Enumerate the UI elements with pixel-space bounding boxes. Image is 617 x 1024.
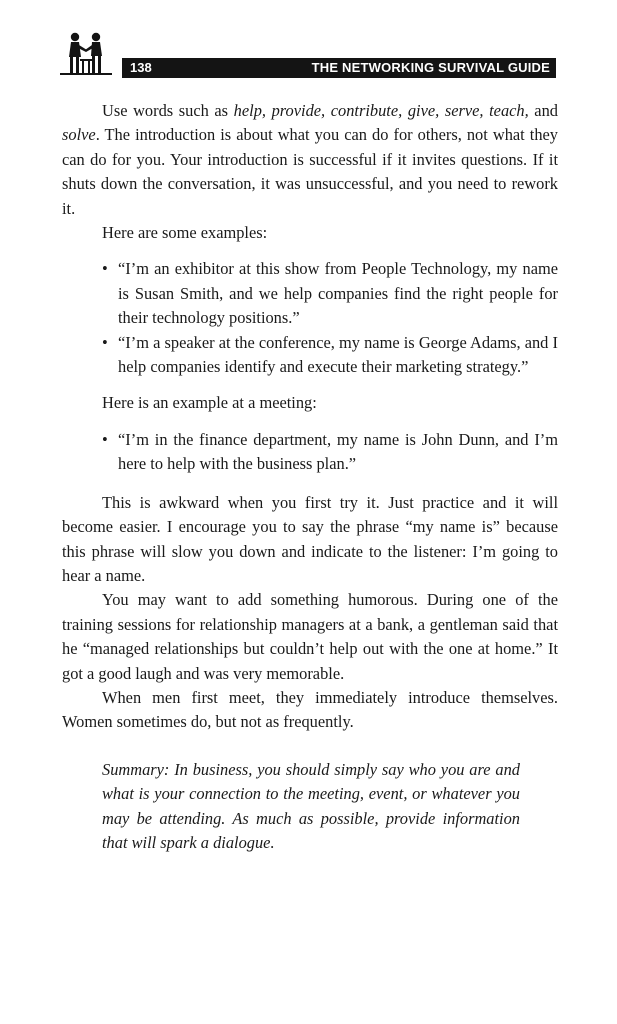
- page-number: 138: [130, 60, 152, 75]
- list-item: • “I’m an exhibitor at this show from People Technology, my name is Susan Smith, and we help companies find the right people for their technology positions.”: [102, 259, 558, 328]
- paragraph-meeting-intro: Here is an example at a meeting:: [102, 393, 317, 413]
- bullet-icon: •: [102, 259, 108, 279]
- list-item: • “I’m a speaker at the conference, my name is George Adams, and I help companies identify and execute their marketing strategy.”: [102, 332, 558, 377]
- header-bar: [122, 58, 556, 78]
- summary-block: Summary: In business, you should simply say who you are and what is your connection to the meeting, event, or whatever you may be attending. As much as possible, provide information that will spark a dialogue.: [102, 759, 520, 852]
- paragraph-awkward: This is awkward when you first try it. Just practice and it will become easier. I encourage you to say the phrase “my name is” because this phrase will slow you down and indicate to the listener: I’m going to hear a name.: [62, 492, 558, 585]
- paragraph-men-women: When men first meet, they immediately introduce themselves. Women sometimes do, but not as frequently.: [62, 687, 558, 732]
- emphasized-solve: solve: [62, 125, 96, 145]
- paragraph-humor: You may want to add something humorous. During one of the training sessions for relationship managers at a bank, a gentleman said that he “managed relationships but couldn’t help out with the one at home.” It got a good laugh and was very memorable.: [62, 590, 558, 683]
- bullet-icon: •: [102, 332, 108, 352]
- list-item: • “I’m in the finance department, my name is John Dunn, and I’m here to help with the business plan.”: [102, 429, 558, 474]
- paragraph-word-choice: Use words such as help, provide, contribute, give, serve, teach, and solve. The introduction is about what you can do for others, not what they can do for you. Your introduction is successful if it invites questions. If it shuts down the conversation, it was unsuccessful, and you need to rework it.: [62, 101, 558, 218]
- page-header: [58, 30, 556, 80]
- paragraph-examples-intro: Here are some examples:: [102, 223, 268, 243]
- examples-list: [62, 257, 558, 379]
- running-title: THE NETWORKING SURVIVAL GUIDE: [311, 60, 550, 75]
- page-content: [62, 99, 558, 855]
- emphasized-verbs: help, provide, contribute, give, serve, teach,: [233, 101, 529, 120]
- meeting-examples-list: [62, 428, 558, 477]
- handshake-icon: [58, 30, 114, 78]
- bullet-icon: •: [102, 429, 108, 449]
